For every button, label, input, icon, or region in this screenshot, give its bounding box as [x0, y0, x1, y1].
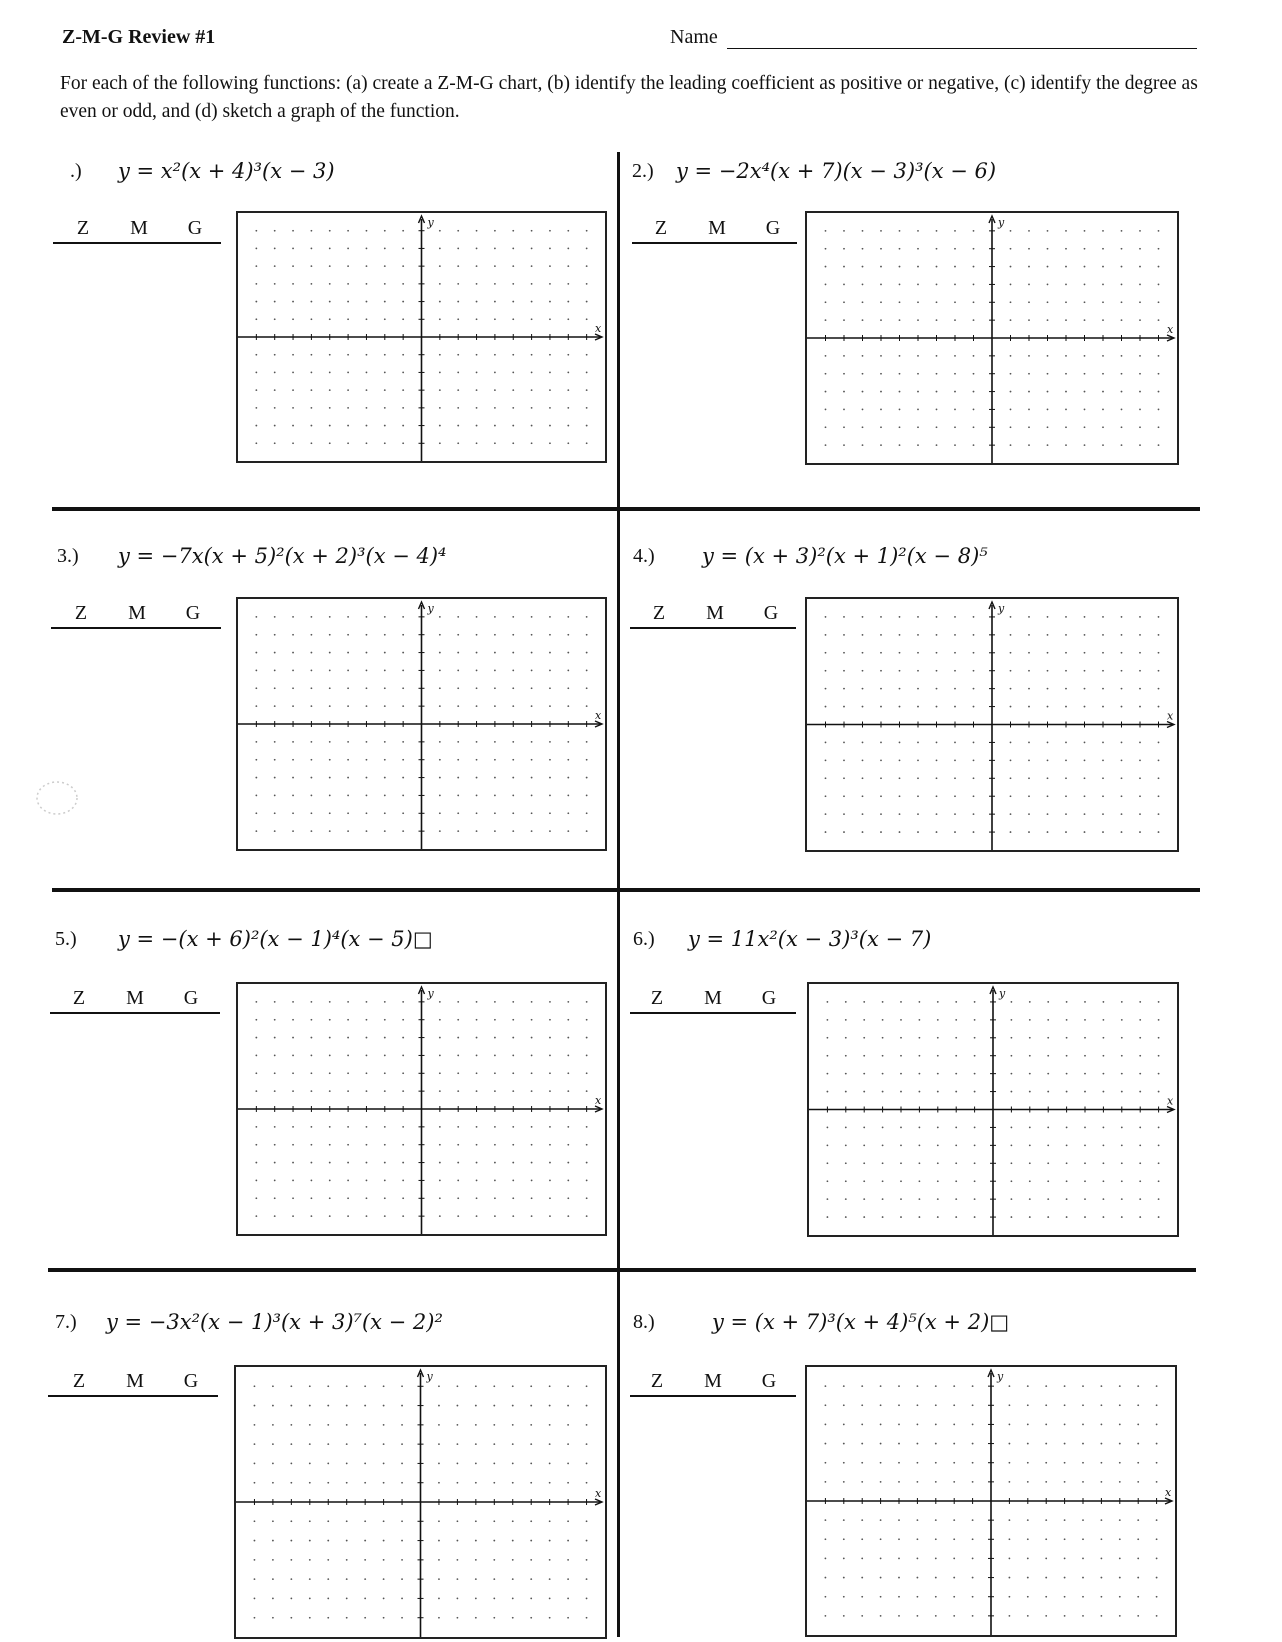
zmg-underline: [632, 242, 797, 244]
vertical-divider: [617, 152, 620, 1637]
zmg-z-label: Z: [652, 602, 666, 624]
problem-number: .): [70, 160, 82, 182]
problem-equation: y = −2x⁴(x + 7)(x − 3)³(x − 6): [676, 159, 997, 183]
zmg-chart-header: [51, 987, 219, 1010]
coordinate-grid[interactable]: [234, 1365, 607, 1639]
grid-svg: [236, 1367, 605, 1637]
zmg-underline: [630, 1395, 796, 1397]
zmg-z-label: Z: [72, 987, 86, 1009]
svg-text:y: y: [998, 216, 1005, 229]
coordinate-grid[interactable]: [805, 1365, 1177, 1637]
zmg-g-label: G: [763, 602, 779, 624]
zmg-g-label: G: [187, 217, 203, 239]
problem-equation: y = (x + 3)²(x + 1)²(x − 8)⁵: [702, 544, 988, 568]
horizontal-divider-2: [52, 888, 1200, 892]
coordinate-grid[interactable]: [807, 982, 1179, 1237]
svg-text:y: y: [999, 987, 1006, 1000]
zmg-m-label: M: [128, 602, 146, 624]
svg-text:y: y: [997, 1370, 1004, 1383]
svg-text:x: x: [1165, 1486, 1172, 1499]
grid-svg: [807, 213, 1177, 463]
zmg-chart-header: [633, 217, 801, 240]
zmg-m-label: M: [704, 987, 722, 1009]
svg-text:y: y: [998, 602, 1005, 615]
grid-svg: [238, 599, 605, 849]
problem-equation: y = −3x²(x − 1)³(x + 3)⁷(x − 2)²: [106, 1310, 443, 1334]
coordinate-grid[interactable]: [236, 211, 607, 463]
coordinate-grid[interactable]: [805, 211, 1179, 465]
zmg-z-label: Z: [72, 1370, 86, 1392]
svg-text:x: x: [595, 1094, 602, 1107]
problem-number: 4.): [633, 545, 655, 567]
zmg-z-label: Z: [654, 217, 668, 239]
zmg-g-label: G: [183, 1370, 199, 1392]
grid-svg: [807, 1367, 1175, 1635]
problem-equation: y = x²(x + 4)³(x − 3): [118, 159, 335, 183]
zmg-z-label: Z: [650, 987, 664, 1009]
zmg-g-label: G: [765, 217, 781, 239]
problem-number: 8.): [633, 1311, 655, 1333]
grid-svg: [238, 984, 605, 1234]
zmg-m-label: M: [126, 1370, 144, 1392]
name-label: Name: [670, 26, 718, 48]
zmg-underline: [51, 627, 221, 629]
problem-equation: y = 11x²(x − 3)³(x − 7): [688, 927, 932, 951]
zmg-chart-header: [55, 217, 223, 240]
zmg-underline: [53, 242, 221, 244]
stray-mark: [32, 778, 82, 818]
zmg-chart-header: [53, 602, 221, 625]
zmg-chart-header: [631, 602, 799, 625]
svg-text:x: x: [1167, 323, 1174, 336]
problem-equation: y = −(x + 6)²(x − 1)⁴(x − 5)□: [118, 927, 433, 951]
coordinate-grid[interactable]: [236, 597, 607, 851]
zmg-m-label: M: [126, 987, 144, 1009]
zmg-z-label: Z: [74, 602, 88, 624]
zmg-chart-header: [51, 1370, 219, 1393]
coordinate-grid[interactable]: [236, 982, 607, 1236]
problem-number: 6.): [633, 928, 655, 950]
grid-svg: [807, 599, 1177, 850]
problem-equation: y = −7x(x + 5)²(x + 2)³(x − 4)⁴: [118, 544, 447, 568]
zmg-g-label: G: [183, 987, 199, 1009]
grid-svg: [809, 984, 1177, 1235]
horizontal-divider-1: [52, 507, 1200, 511]
problem-number: 3.): [57, 545, 79, 567]
zmg-g-label: G: [761, 987, 777, 1009]
worksheet-title: Z-M-G Review #1: [62, 26, 216, 48]
zmg-z-label: Z: [76, 217, 90, 239]
problem-number: 5.): [55, 928, 77, 950]
name-blank-line[interactable]: [727, 48, 1197, 49]
zmg-m-label: M: [704, 1370, 722, 1392]
svg-text:x: x: [1167, 1094, 1174, 1108]
svg-text:x: x: [595, 322, 602, 335]
svg-text:y: y: [427, 602, 434, 615]
zmg-underline: [630, 1012, 796, 1014]
svg-text:x: x: [1167, 709, 1174, 723]
zmg-chart-header: [629, 987, 797, 1010]
zmg-underline: [630, 627, 796, 629]
instructions-text: For each of the following functions: (a) create a Z-M-G chart, (b) identify the leading coefficient as positive or negative, (c) identify the degree as even or odd, and (d) sketch a graph of the function.: [60, 73, 1198, 122]
svg-text:y: y: [427, 987, 434, 1000]
problem-number: 7.): [55, 1311, 77, 1333]
zmg-chart-header: [629, 1370, 797, 1393]
zmg-g-label: G: [185, 602, 201, 624]
coordinate-grid[interactable]: [805, 597, 1179, 852]
horizontal-divider-3: [48, 1268, 1196, 1272]
zmg-m-label: M: [708, 217, 726, 239]
zmg-g-label: G: [761, 1370, 777, 1392]
problem-equation: y = (x + 7)³(x + 4)⁵(x + 2)□: [712, 1310, 1010, 1334]
zmg-underline: [48, 1395, 218, 1397]
svg-text:y: y: [427, 216, 434, 229]
svg-text:x: x: [595, 1487, 602, 1500]
zmg-m-label: M: [706, 602, 724, 624]
zmg-m-label: M: [130, 217, 148, 239]
grid-svg: [238, 213, 605, 461]
svg-text:y: y: [426, 1370, 433, 1383]
zmg-underline: [50, 1012, 220, 1014]
problem-number: 2.): [632, 160, 654, 182]
svg-text:x: x: [595, 709, 602, 722]
zmg-z-label: Z: [650, 1370, 664, 1392]
